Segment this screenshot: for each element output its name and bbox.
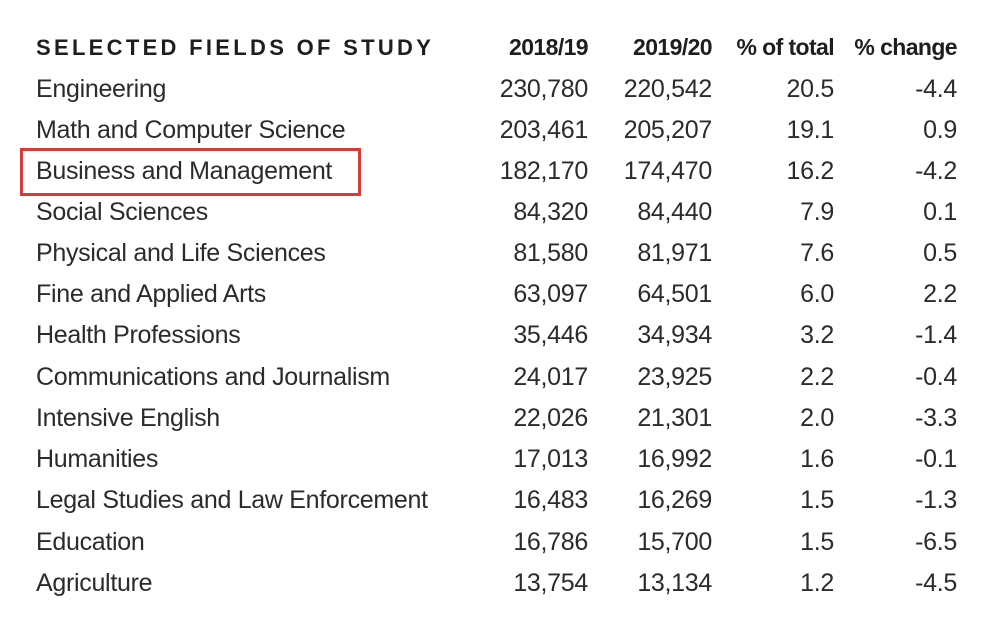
field-name: Business and Management [36, 157, 333, 185]
field-name: Intensive English [36, 404, 220, 432]
value-percent-of-total: 7.9 [800, 198, 834, 226]
value-2019-20: 220,542 [623, 75, 712, 103]
value-percent-of-total: 2.2 [800, 363, 834, 391]
value-percent-change: -3.3 [915, 404, 957, 432]
header-percent-of-total: % of total [736, 34, 834, 60]
field-name: Agriculture [36, 569, 153, 597]
value-percent-of-total: 20.5 [786, 75, 834, 103]
value-percent-of-total: 1.5 [800, 528, 834, 556]
table-row [0, 274, 1000, 315]
value-2019-20: 64,501 [637, 280, 712, 308]
field-name: Engineering [36, 75, 167, 103]
value-percent-of-total: 1.5 [800, 486, 834, 514]
value-percent-change: -0.4 [915, 363, 957, 391]
value-2018-19: 63,097 [513, 280, 588, 308]
value-percent-of-total: 3.2 [800, 321, 834, 349]
value-percent-change: -0.1 [915, 445, 957, 473]
value-percent-of-total: 16.2 [786, 157, 834, 185]
value-percent-change: 2.2 [923, 280, 957, 308]
value-2018-19: 17,013 [513, 445, 588, 473]
table-row [0, 398, 1000, 439]
field-name: Social Sciences [36, 198, 208, 226]
value-2018-19: 81,580 [513, 239, 588, 267]
value-percent-change: -4.2 [915, 157, 957, 185]
table-row [0, 357, 1000, 398]
value-2019-20: 21,301 [637, 404, 712, 432]
field-name: Communications and Journalism [36, 363, 390, 391]
value-percent-of-total: 1.6 [800, 445, 834, 473]
header-percent-change: % change [854, 34, 957, 60]
value-2018-19: 35,446 [513, 321, 588, 349]
value-percent-change: -6.5 [915, 528, 957, 556]
value-2019-20: 23,925 [637, 363, 712, 391]
field-name: Physical and Life Sciences [36, 239, 326, 267]
value-2018-19: 230,780 [499, 75, 588, 103]
value-percent-change: 0.1 [923, 198, 957, 226]
value-2019-20: 84,440 [637, 198, 712, 226]
field-name: Fine and Applied Arts [36, 280, 266, 308]
value-percent-change: -1.3 [915, 486, 957, 514]
field-name: Health Professions [36, 321, 241, 349]
table-row [0, 110, 1000, 151]
value-percent-change: -4.5 [915, 569, 957, 597]
value-percent-change: -1.4 [915, 321, 957, 349]
value-2018-19: 84,320 [513, 198, 588, 226]
field-name: Humanities [36, 445, 159, 473]
table-row [0, 192, 1000, 233]
header-fields-of-study: SELECTED FIELDS OF STUDY [36, 35, 435, 60]
value-percent-change: -4.4 [915, 75, 957, 103]
highlight-box [20, 148, 361, 196]
value-2019-20: 205,207 [623, 116, 712, 144]
table-row [0, 522, 1000, 563]
header-2019-20: 2019/20 [633, 34, 712, 60]
value-2019-20: 16,269 [637, 486, 712, 514]
table-row [0, 315, 1000, 356]
value-percent-of-total: 2.0 [800, 404, 834, 432]
value-percent-of-total: 6.0 [800, 280, 834, 308]
header-2018-19: 2018/19 [509, 34, 588, 60]
table-row [0, 69, 1000, 110]
value-2018-19: 203,461 [499, 116, 588, 144]
value-2019-20: 13,134 [637, 569, 712, 597]
value-2019-20: 174,470 [623, 157, 712, 185]
table-row [0, 480, 1000, 521]
field-name: Math and Computer Science [36, 116, 346, 144]
value-percent-of-total: 7.6 [800, 239, 834, 267]
value-2019-20: 16,992 [637, 445, 712, 473]
value-2018-19: 16,483 [513, 486, 588, 514]
value-percent-change: 0.9 [923, 116, 957, 144]
value-percent-of-total: 19.1 [786, 116, 834, 144]
value-2018-19: 182,170 [499, 157, 588, 185]
value-2018-19: 16,786 [513, 528, 588, 556]
table-row [0, 563, 1000, 604]
value-percent-of-total: 1.2 [800, 569, 834, 597]
value-2018-19: 13,754 [513, 569, 588, 597]
table-row [0, 233, 1000, 274]
value-percent-change: 0.5 [923, 239, 957, 267]
value-2018-19: 22,026 [513, 404, 588, 432]
value-2019-20: 81,971 [637, 239, 712, 267]
value-2019-20: 15,700 [637, 528, 712, 556]
field-name: Legal Studies and Law Enforcement [36, 486, 428, 514]
value-2018-19: 24,017 [513, 363, 588, 391]
value-2019-20: 34,934 [637, 321, 712, 349]
field-name: Education [36, 528, 145, 556]
table-header-row [0, 27, 1000, 68]
table-row [0, 439, 1000, 480]
